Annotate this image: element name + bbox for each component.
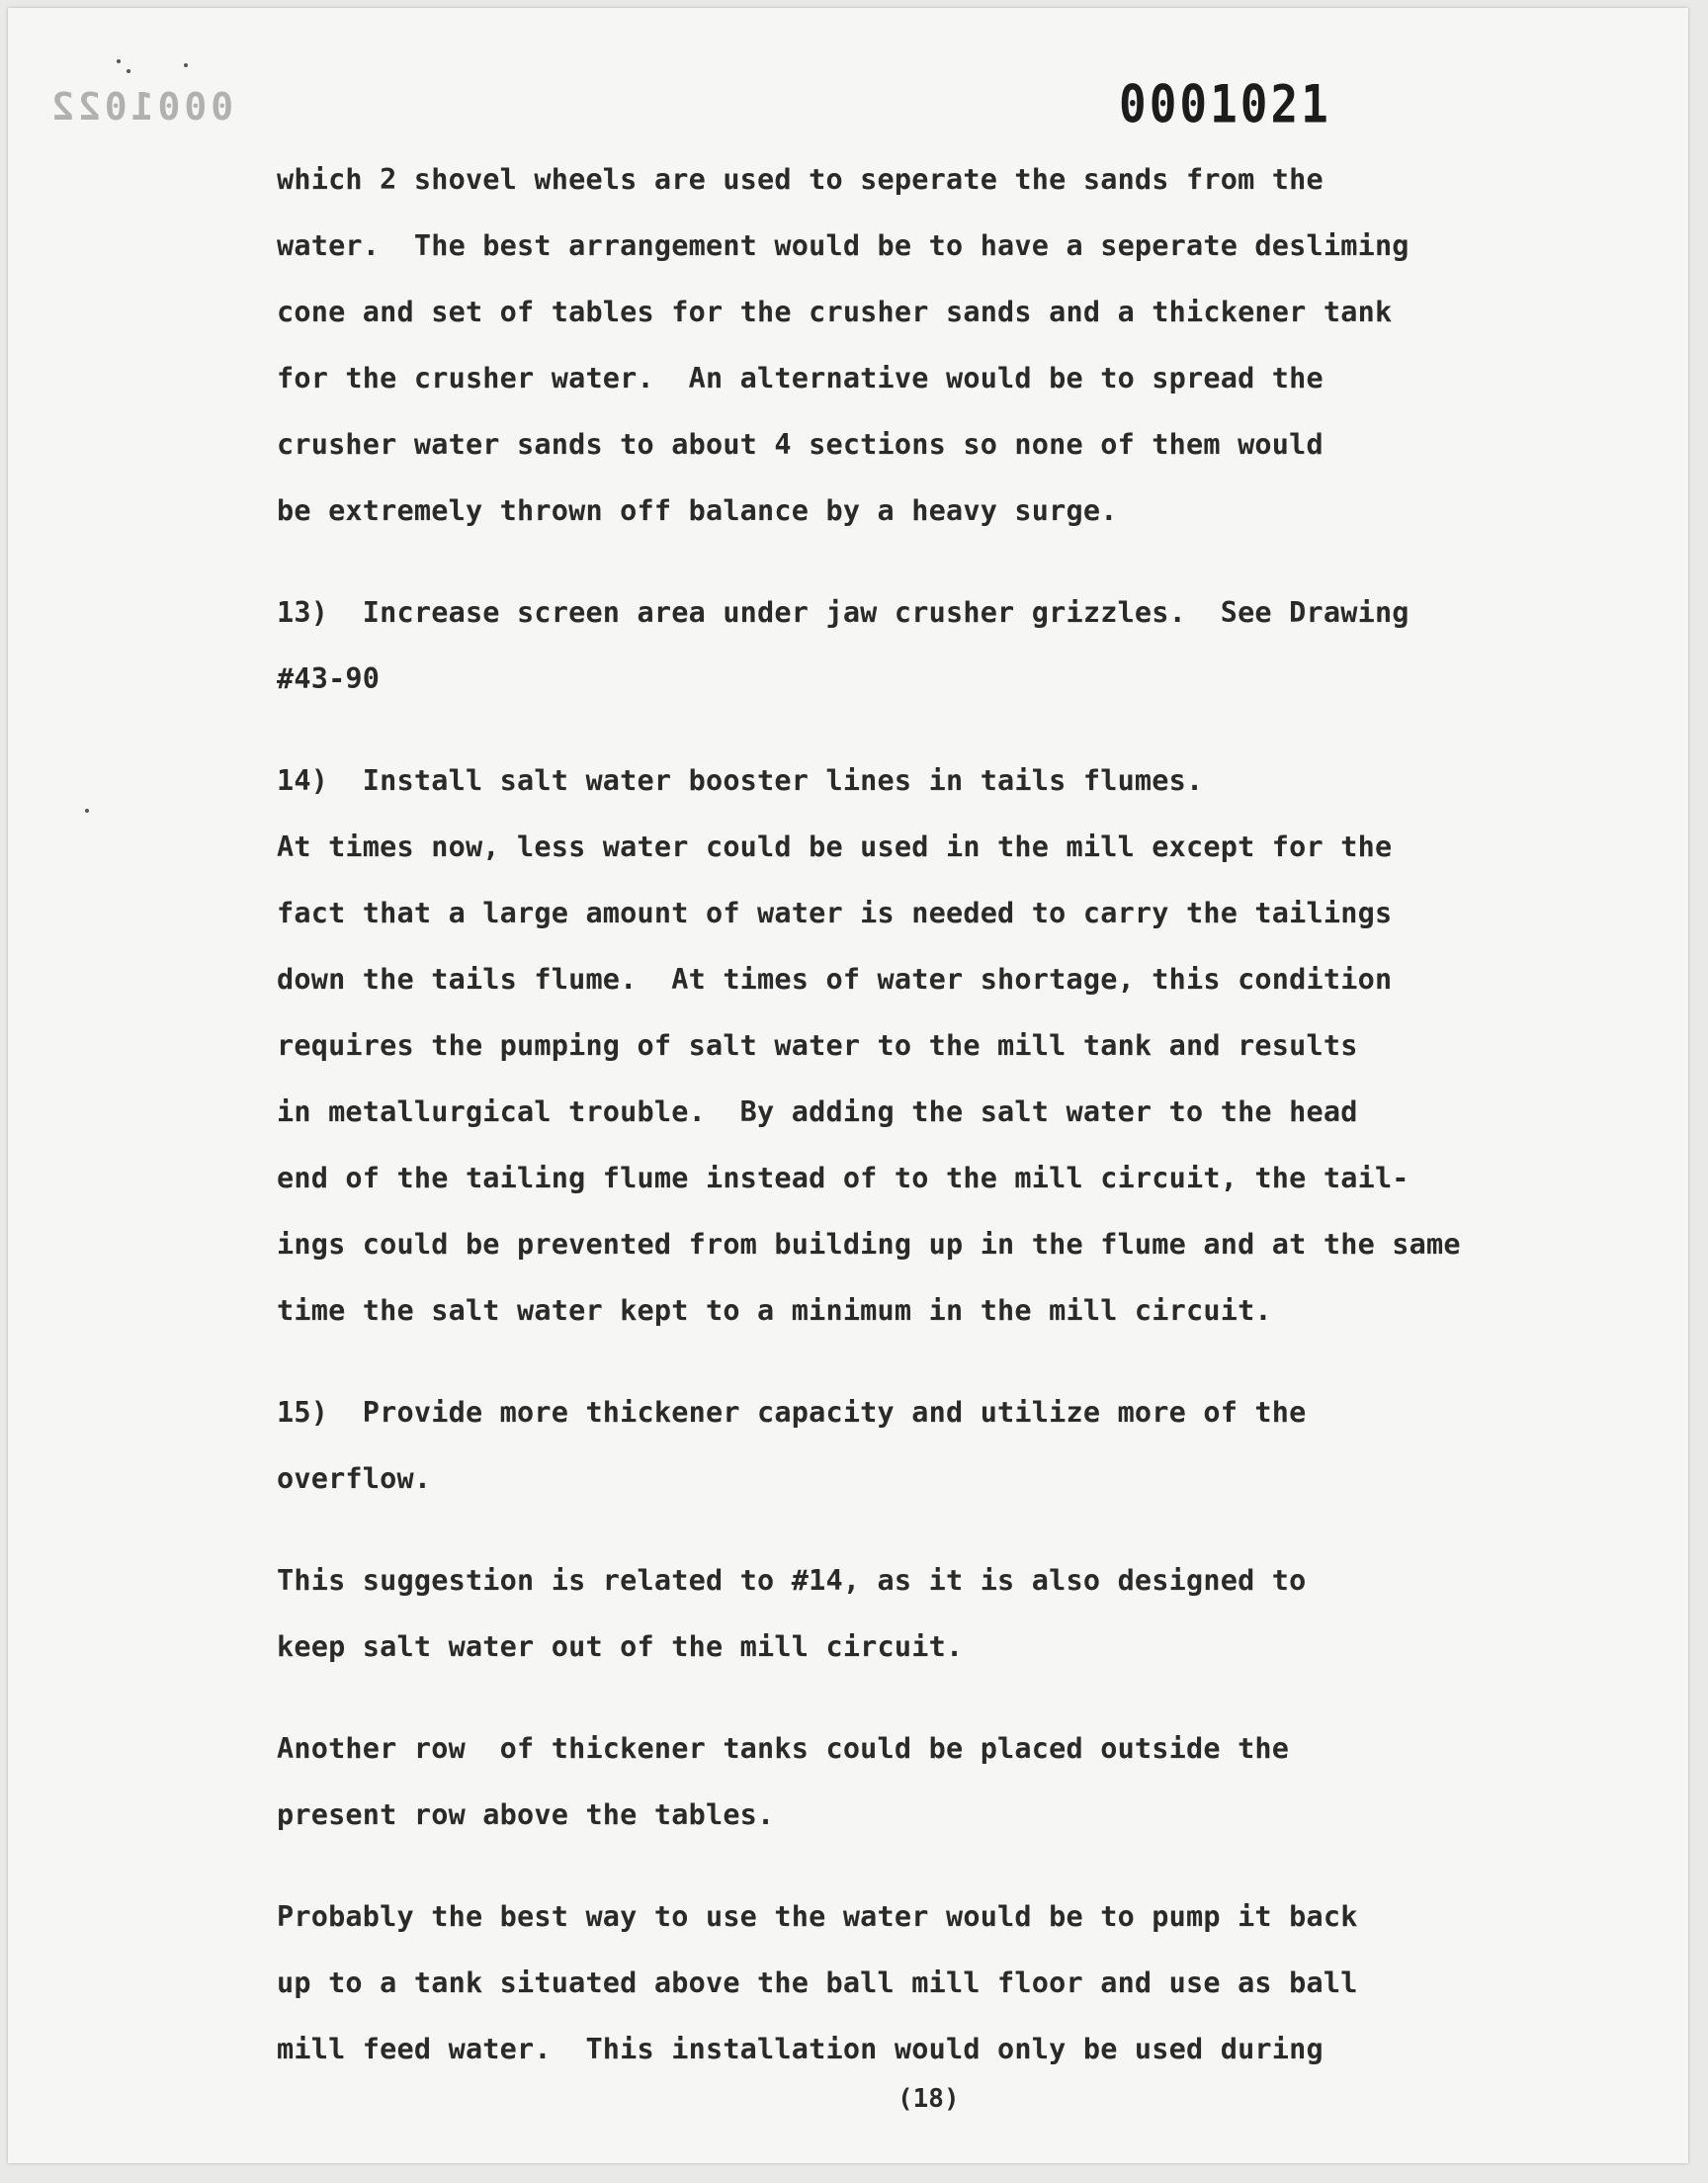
paragraph <box>277 747 1661 1344</box>
paragraph-gap <box>277 1680 1661 1715</box>
speck <box>117 59 121 63</box>
text-line: for the crusher water. An alternative would be to spread the <box>277 362 1324 394</box>
paragraph-gap <box>277 1512 1661 1547</box>
text-line: cone and set of tables for the crusher sands and a thickener tank <box>277 296 1393 328</box>
text-line: present row above the tables. <box>277 1798 775 1831</box>
paragraph <box>277 1379 1661 1512</box>
text-line: Another row of thickener tanks could be placed outside the <box>277 1732 1290 1765</box>
text-line: 15) Provide more thickener capacity and utilize more of the <box>277 1396 1307 1429</box>
text-line: down the tails flume. At times of water shortage, this condition <box>277 963 1393 996</box>
paragraph <box>277 579 1661 712</box>
speck <box>184 63 188 67</box>
text-line: 14) Install salt water booster lines in tails flumes. <box>277 764 1204 797</box>
text-line: keep salt water out of the mill circuit. <box>277 1630 964 1663</box>
text-line: ings could be prevented from building up in the flume and at the same <box>277 1228 1461 1261</box>
paragraph <box>277 146 1661 544</box>
body-text <box>277 146 1661 2082</box>
speck <box>85 809 89 813</box>
text-line: 13) Increase screen area under jaw crusher grizzles. See Drawing <box>277 596 1409 629</box>
text-line: up to a tank situated above the ball mill floor and use as ball <box>277 1966 1358 1999</box>
document-page <box>8 8 1688 2163</box>
text-line: in metallurgical trouble. By adding the salt water to the head <box>277 1095 1358 1128</box>
paragraph <box>277 1547 1661 1680</box>
page-stamp: 0001021 <box>1119 72 1331 135</box>
speck <box>127 69 130 73</box>
text-line: which 2 shovel wheels are used to seperate the sands from the <box>277 163 1324 196</box>
paragraph-gap <box>277 1848 1661 1883</box>
paragraph-gap <box>277 544 1661 579</box>
text-line: crusher water sands to about 4 sections so none of them would <box>277 428 1324 461</box>
text-line: end of the tailing flume instead of to the mill circuit, the tail- <box>277 1162 1409 1194</box>
text-line: time the salt water kept to a minimum in the mill circuit. <box>277 1294 1272 1327</box>
mirrored-page-stamp: 0001022 <box>47 85 234 129</box>
text-line: be extremely thrown off balance by a heavy surge. <box>277 494 1118 527</box>
paragraph-gap <box>277 712 1661 747</box>
text-line: mill feed water. This installation would only be used during <box>277 2033 1324 2065</box>
text-line: Probably the best way to use the water would be to pump it back <box>277 1900 1358 1933</box>
text-line: water. The best arrangement would be to have a seperate desliming <box>277 229 1409 262</box>
paragraph-gap <box>277 1344 1661 1379</box>
text-line: At times now, less water could be used in the mill except for the <box>277 830 1393 863</box>
text-line: requires the pumping of salt water to the mill tank and results <box>277 1029 1358 1062</box>
paragraph <box>277 1715 1661 1848</box>
text-line: overflow. <box>277 1462 432 1495</box>
text-line: This suggestion is related to #14, as it is also designed to <box>277 1564 1307 1597</box>
text-line: fact that a large amount of water is needed to carry the tailings <box>277 897 1393 929</box>
page-number: (18) <box>897 2084 960 2114</box>
paragraph <box>277 1883 1661 2082</box>
text-line: #43-90 <box>277 662 381 695</box>
